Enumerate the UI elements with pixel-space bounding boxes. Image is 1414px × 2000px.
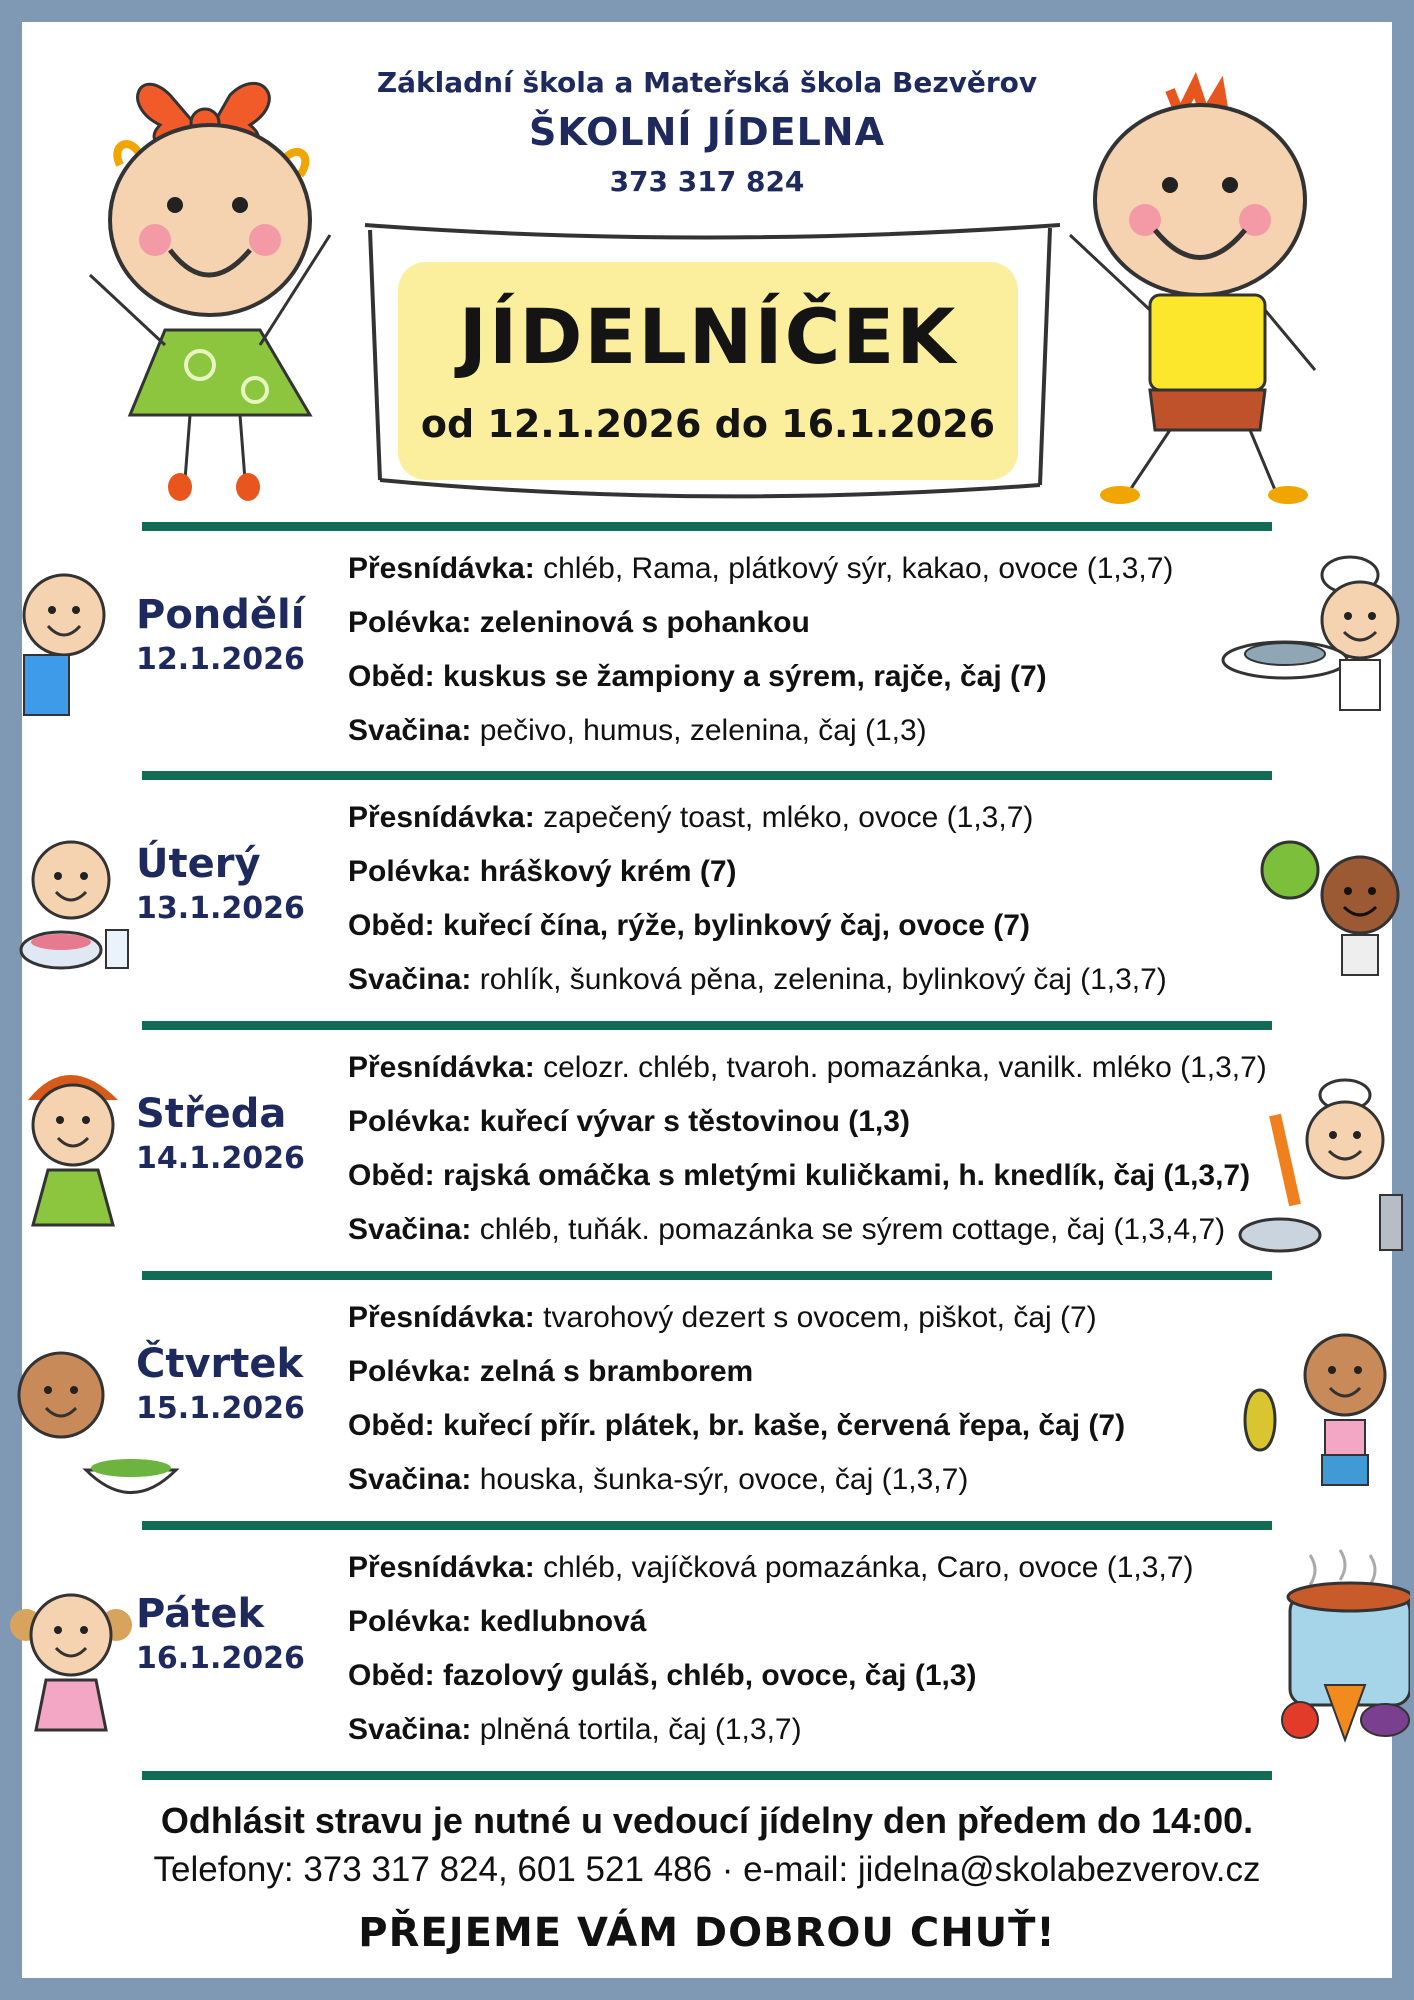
meal-soup — [348, 855, 737, 889]
meal-lunch — [348, 660, 1047, 694]
meal-label: Polévka: — [348, 855, 472, 888]
section-divider — [142, 522, 1272, 531]
day-date: 15.1.2026 — [136, 1391, 305, 1426]
child-chef-kitchenware-icon — [1215, 1075, 1405, 1265]
child-waving-icon — [14, 560, 114, 750]
section-divider — [142, 1771, 1272, 1780]
section-divider — [142, 771, 1272, 780]
closing-wish: PŘEJEME VÁM DOBROU CHUŤ! — [358, 1910, 1056, 1956]
meal-text: zelná s bramborem — [479, 1355, 754, 1388]
meal-label: Polévka: — [348, 1605, 472, 1638]
meal-snack-afternoon — [348, 1213, 1225, 1247]
meal-label: Svačina: — [348, 963, 472, 996]
meal-label: Oběd: — [348, 1659, 435, 1692]
meal-text: kedlubnová — [479, 1605, 647, 1638]
meal-text: zapečený toast, mléko, ovoce (1,3,7) — [543, 801, 1034, 834]
meal-lunch — [348, 1159, 1250, 1193]
section-divider — [142, 1021, 1272, 1030]
meal-text: plněná tortila, čaj (1,3,7) — [479, 1713, 802, 1746]
meal-lunch — [348, 1409, 1125, 1443]
child-chef-icon — [1220, 550, 1410, 730]
meal-label: Přesnídávka: — [348, 1301, 535, 1334]
meal-text: tvarohový dezert s ovocem, piškot, čaj (7) — [543, 1301, 1097, 1334]
meal-soup — [348, 606, 810, 640]
meal-text: chléb, vajíčková pomazánka, Caro, ovoce (1,3,7) — [543, 1551, 1194, 1584]
day-name: Středa — [136, 1091, 287, 1137]
meal-text: chléb, tuňák. pomazánka se sýrem cottage, čaj (1,3,4,7) — [479, 1213, 1226, 1246]
meal-label: Přesnídávka: — [348, 801, 535, 834]
day-friday — [0, 1531, 1414, 1771]
meal-text: kuskus se žampiony a sýrem, rajče, čaj (7) — [443, 660, 1047, 693]
section-divider — [142, 1271, 1272, 1280]
meal-soup — [348, 1605, 646, 1639]
day-name: Čtvrtek — [136, 1341, 304, 1387]
meal-label: Svačina: — [348, 714, 472, 747]
meal-text: hráškový krém (7) — [479, 855, 737, 888]
child-eating-icon — [6, 830, 136, 980]
meal-label: Polévka: — [348, 1355, 472, 1388]
meal-label: Oběd: — [348, 1409, 435, 1442]
day-name: Úterý — [136, 841, 261, 887]
meal-snack-afternoon — [348, 714, 927, 748]
girl-red-hair-icon — [8, 1060, 138, 1260]
meal-label: Přesnídávka: — [348, 552, 535, 585]
section-divider — [142, 1521, 1272, 1530]
title-banner — [398, 262, 1018, 480]
soup-pot-vegetables-icon — [1270, 1545, 1410, 1755]
school-phone: 373 317 824 — [609, 165, 805, 198]
day-wednesday — [0, 1031, 1414, 1271]
meal-label: Polévka: — [348, 606, 472, 639]
meal-label: Oběd: — [348, 660, 435, 693]
meal-label: Polévka: — [348, 1105, 472, 1138]
meal-text: kuřecí vývar s těstovinou (1,3) — [479, 1105, 910, 1138]
day-tuesday — [0, 781, 1414, 1021]
meal-label: Oběd: — [348, 1159, 435, 1192]
school-name: Základní škola a Mateřská škola Bezvěrov — [376, 66, 1038, 99]
meal-text: rajská omáčka s mletými kuličkami, h. knedlík, čaj (1,3,7) — [443, 1159, 1251, 1192]
day-thursday — [0, 1281, 1414, 1521]
day-name: Pondělí — [136, 592, 305, 638]
child-salad-icon — [6, 1340, 186, 1500]
contact-line: Telefony: 373 317 824, 601 521 486 · e-mail: jidelna@skolabezverov.cz — [153, 1850, 1261, 1889]
meal-text: celozr. chléb, tvaroh. pomazánka, vanilk. mléko (1,3,7) — [543, 1051, 1267, 1084]
boy-icon — [1060, 70, 1340, 510]
girl-with-bow-icon — [80, 55, 360, 505]
day-monday — [0, 532, 1414, 772]
meal-text: fazolový guláš, chléb, ovoce, čaj (1,3) — [443, 1659, 977, 1692]
meal-text: houska, šunka-sýr, ovoce, čaj (1,3,7) — [479, 1463, 969, 1496]
meal-snack-afternoon — [348, 1463, 968, 1497]
day-name: Pátek — [136, 1591, 265, 1637]
kitchen-name: ŠKOLNÍ JÍDELNA — [529, 110, 885, 154]
date-range: od 12.1.2026 do 16.1.2026 — [420, 402, 996, 446]
meal-snack-morning — [348, 552, 1173, 586]
day-date: 12.1.2026 — [136, 642, 305, 677]
meal-text: zeleninová s pohankou — [479, 606, 810, 639]
meal-snack-morning — [348, 1051, 1267, 1085]
meal-snack-morning — [348, 1551, 1193, 1585]
girl-pigtails-icon — [6, 1580, 136, 1760]
meal-text: kuřecí čína, rýže, bylinkový čaj, ovoce (7) — [443, 909, 1030, 942]
meal-label: Oběd: — [348, 909, 435, 942]
menu-title: JÍDELNÍČEK — [458, 292, 958, 381]
meal-label: Přesnídávka: — [348, 1551, 535, 1584]
meal-text: rohlík, šunková pěna, zelenina, bylinkový čaj (1,3,7) — [479, 963, 1167, 996]
meal-label: Svačina: — [348, 1213, 472, 1246]
meal-snack-afternoon — [348, 1713, 802, 1747]
meal-snack-afternoon — [348, 963, 1167, 997]
child-vegetables-icon — [1250, 835, 1410, 985]
meal-snack-morning — [348, 1301, 1097, 1335]
meal-text: chléb, Rama, plátkový sýr, kakao, ovoce (1,3,7) — [543, 552, 1174, 585]
meal-soup — [348, 1355, 753, 1389]
day-date: 13.1.2026 — [136, 891, 305, 926]
meal-lunch — [348, 909, 1030, 943]
meal-label: Svačina: — [348, 1463, 472, 1496]
cancellation-notice: Odhlásit stravu je nutné u vedoucí jídelny den předem do 14:00. — [160, 1800, 1254, 1841]
meal-soup — [348, 1105, 910, 1139]
meal-label: Svačina: — [348, 1713, 472, 1746]
girl-with-pear-icon — [1230, 1310, 1410, 1500]
meal-text: pečivo, humus, zelenina, čaj (1,3) — [479, 714, 927, 747]
meal-text: kuřecí přír. plátek, br. kaše, červená řepa, čaj (7) — [443, 1409, 1126, 1442]
meal-lunch — [348, 1659, 977, 1693]
day-date: 16.1.2026 — [136, 1641, 305, 1676]
day-date: 14.1.2026 — [136, 1141, 305, 1176]
meal-label: Přesnídávka: — [348, 1051, 535, 1084]
meal-snack-morning — [348, 801, 1033, 835]
